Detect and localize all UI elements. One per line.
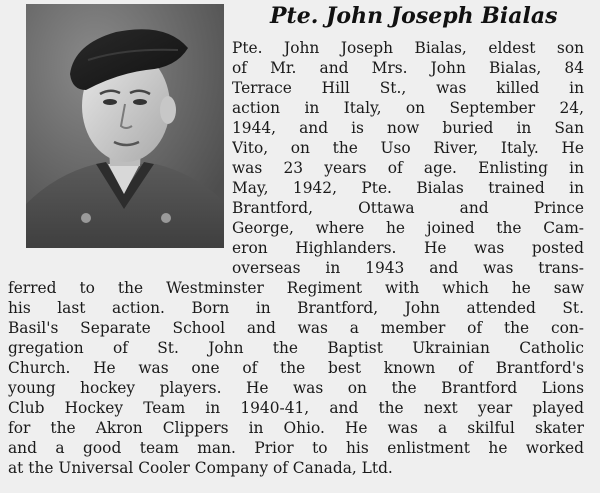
body-line: eron Highlanders. He was posted xyxy=(232,239,584,257)
body-line: Basil's Separate School and was a member of the con- xyxy=(8,319,584,337)
body-line: Church. He was one of the best known of Brantford's xyxy=(8,359,584,377)
body-line: ferred to the Westminster Regiment with which he saw xyxy=(8,279,584,297)
body-line: overseas in 1943 and was trans- xyxy=(232,259,584,277)
body-line: gregation of St. John the Baptist Ukrainian Catholic xyxy=(8,339,584,357)
body-line: his last action. Born in Brantford, John attended St. xyxy=(8,299,584,317)
body-line: for the Akron Clippers in Ohio. He was a skilful skater xyxy=(8,419,584,437)
body-line: May, 1942, Pte. Bialas trained in xyxy=(232,179,584,197)
body-line: at the Universal Cooler Company of Canada, Ltd. xyxy=(8,459,393,477)
body-line: young hockey players. He was on the Brantford Lions xyxy=(8,379,584,397)
body-line: action in Italy, on September 24, xyxy=(232,99,584,117)
body-line: was 23 years of age. Enlisting in xyxy=(232,159,584,177)
body-line: Vito, on the Uso River, Italy. He xyxy=(232,139,584,157)
body-line: Brantford, Ottawa and Prince xyxy=(232,199,584,217)
body-line: George, where he joined the Cam- xyxy=(232,219,584,237)
body-line: 1944, and is now buried in San xyxy=(232,119,584,137)
body-line: Club Hockey Team in 1940-41, and the next year played xyxy=(8,399,584,417)
body-line: Terrace Hill St., was killed in xyxy=(232,79,584,97)
body-line: Pte. John Joseph Bialas, eldest son xyxy=(232,39,584,57)
portrait-photo xyxy=(26,4,224,248)
portrait-illustration xyxy=(26,4,224,248)
body-line: and a good team man. Prior to his enlistment he worked xyxy=(8,439,584,457)
body-line: of Mr. and Mrs. John Bialas, 84 xyxy=(232,59,584,77)
article-title: Pte. John Joseph Bialas xyxy=(270,3,558,29)
